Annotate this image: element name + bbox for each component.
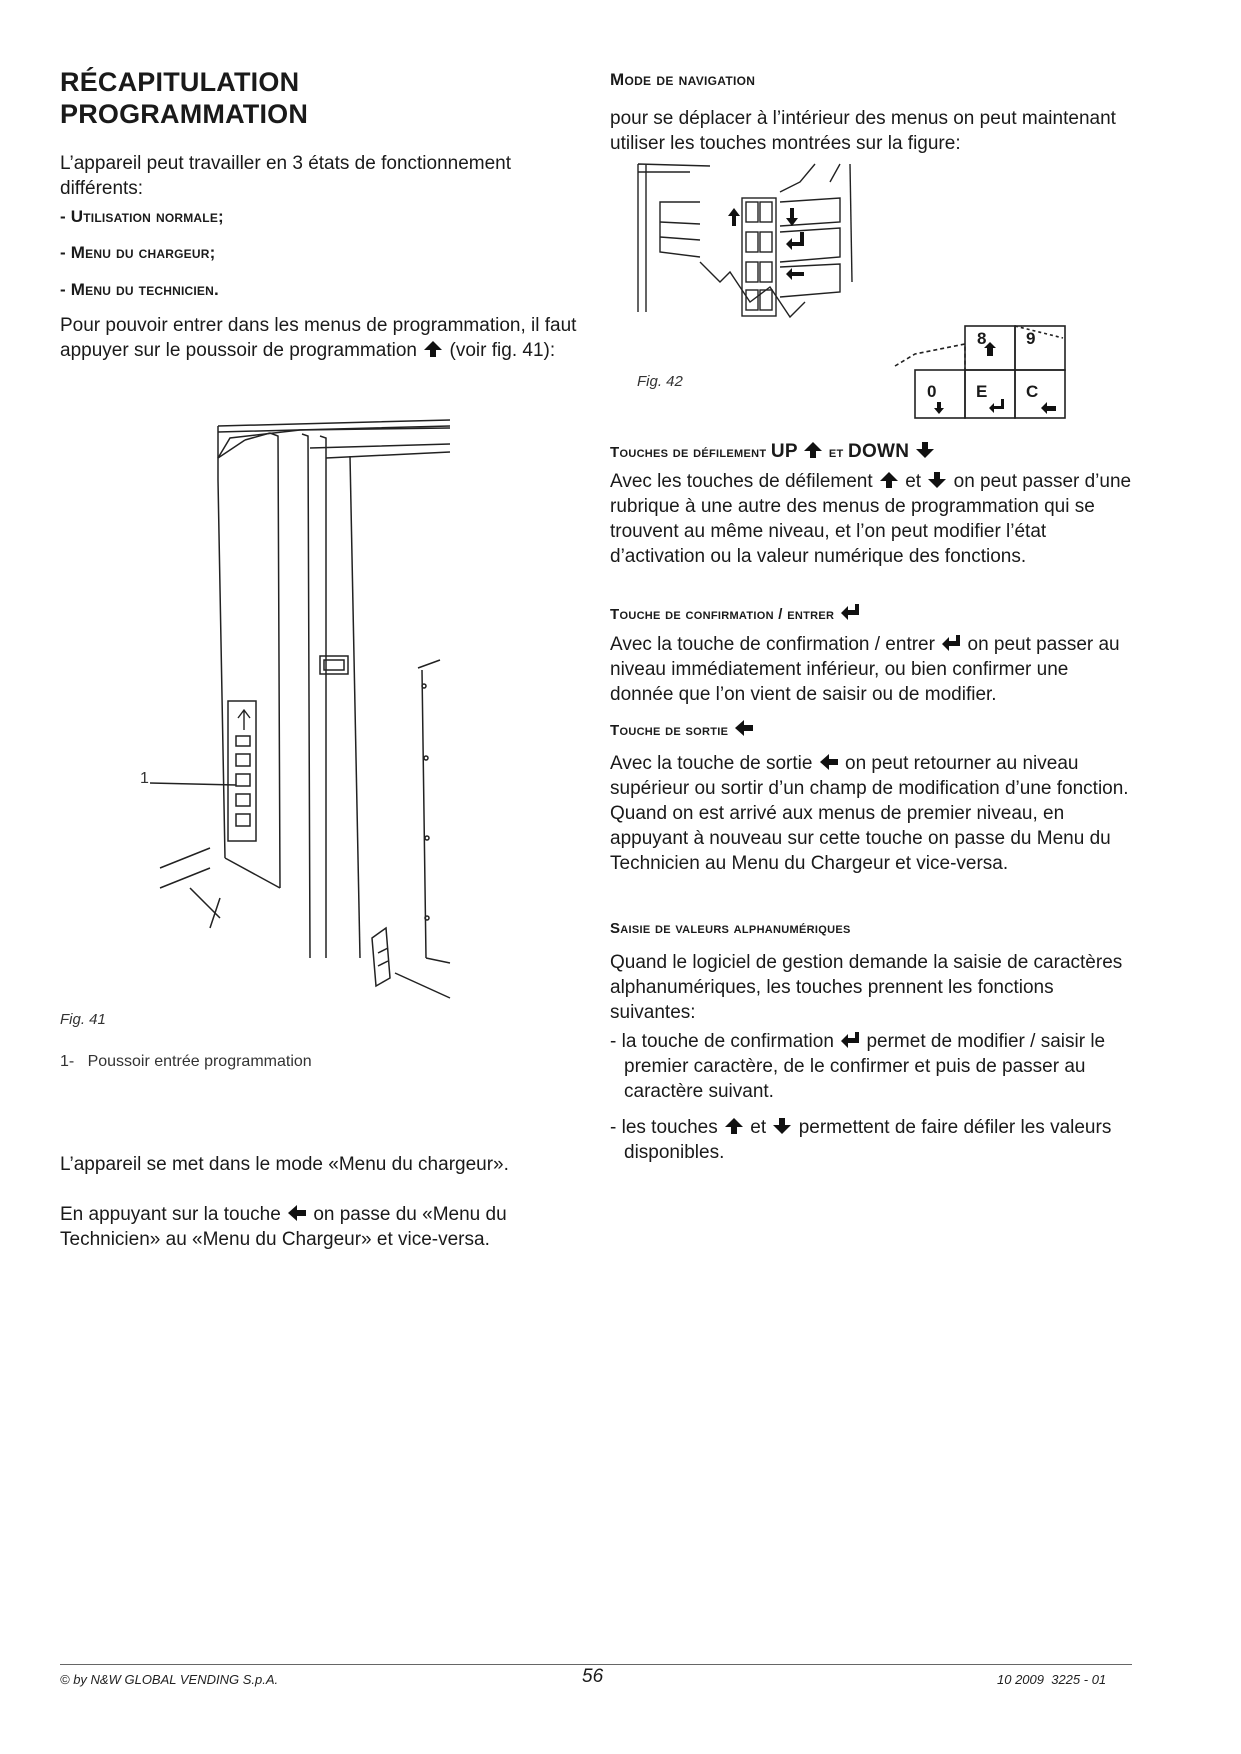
scroll-text-c: on peut passer d’une rubrique à une autre des menus de programmation qui se trouvent au même niveau, et l’on peut modifier l’état d’activation ou la valeur numérique des fonctions. — [610, 471, 1132, 567]
scroll-heading-text: Touches de défilement — [610, 444, 767, 461]
exit-paragraph — [610, 751, 1135, 876]
figure-41-legend: 1- Poussoir entrée programmation — [60, 1053, 312, 1070]
arrow-up-icon — [723, 1116, 745, 1136]
alpha-bullet-scroll — [610, 1115, 1149, 1165]
arrow-down-icon — [914, 440, 936, 460]
page-title — [60, 66, 580, 130]
key-e: E — [976, 382, 988, 401]
bullet1-text-b: permet de modifier / saisir le premier caractère, de le confirmer et puis de passer au caractère suivant. — [624, 1031, 1106, 1102]
scroll-paragraph — [610, 469, 1135, 569]
state-loader-menu: - Menu du chargeur; — [60, 243, 216, 262]
exit-heading-text: Touche de sortie — [610, 722, 729, 739]
arrow-left-icon — [286, 1203, 308, 1223]
exit-text-b: on peut retourner au niveau supérieur ou sortir d’un champ de modification d’une fonction. Quand on est arrivé aux menus de premier niveau, en appuyant à nouveau sur cette touche on passe du Menu du Technicien au Menu du Chargeur et vice-versa. — [610, 753, 1129, 874]
footer-copyright: © by N&W GLOBAL VENDING S.p.A. — [60, 1672, 279, 1687]
footer-rule — [60, 1664, 1132, 1665]
key-0: 0 — [927, 382, 937, 401]
alpha-paragraph: Quand le logiciel de gestion demande la saisie de caractères alphanumériques, les touches prennent les fonctions suivantes: — [610, 952, 1123, 1023]
navigation-heading: Mode de navigation — [610, 70, 756, 89]
arrow-down-icon — [771, 1116, 793, 1136]
confirm-heading-text: Touche de confirmation / entrer — [610, 606, 835, 623]
key-9: 9 — [1026, 329, 1036, 348]
mode-paragraph: L’appareil se met dans le mode «Menu du chargeur». — [60, 1154, 509, 1175]
confirm-paragraph — [610, 632, 1135, 707]
navigation-paragraph: pour se déplacer à l’intérieur des menus on peut maintenant utiliser les touches montrées sur la figure: — [610, 108, 1116, 154]
enter-icon — [839, 1030, 861, 1050]
arrow-left-icon — [818, 752, 840, 772]
scroll-text-a: Avec les touches de défilement — [610, 471, 873, 492]
bullet2-text-c: permettent de faire défiler les valeurs disponibles. — [624, 1117, 1112, 1163]
callout-label: 1 — [140, 770, 149, 787]
instruction-text-a: Pour pouvoir entrer dans les menus de programmation, il faut appuyer sur le poussoir de programmation — [60, 315, 577, 361]
footer-doc-ref: 10 2009 3225 - 01 — [997, 1672, 1107, 1687]
bullet1-text-a: - la touche de confirmation — [610, 1031, 834, 1052]
enter-icon — [839, 602, 861, 622]
page-number: 56 — [582, 1666, 604, 1687]
instruction-paragraph — [60, 313, 580, 363]
confirm-heading — [610, 602, 1140, 623]
scroll-text-b: et — [905, 471, 922, 492]
arrow-left-icon — [733, 718, 755, 738]
figure-42-caption: Fig. 42 — [637, 373, 683, 390]
exit-heading — [610, 718, 1140, 739]
machine-door-figure — [150, 418, 460, 1018]
bullet2-text-b: et — [750, 1117, 767, 1138]
scroll-heading — [610, 440, 1150, 463]
key-c: C — [1026, 382, 1039, 401]
arrow-down-icon — [926, 470, 948, 490]
state-normal-use: - Utilisation normale; — [60, 207, 224, 226]
intro-paragraph: L’appareil peut travailler en 3 états de fonctionnement différents: — [60, 153, 512, 199]
bullet2-text-a: - les touches — [610, 1117, 718, 1138]
alpha-heading: Saisie de valeurs alphanumériques — [610, 920, 851, 937]
state-technician-menu: - Menu du technicien. — [60, 280, 219, 299]
confirm-text-b: on peut passer au niveau immédiatement inférieur, ou bien confirmer une donnée que l’on vient de saisir ou de modifier. — [610, 634, 1120, 705]
title-line-2: PROGRAMMATION — [60, 99, 309, 129]
scroll-down-label: DOWN — [847, 441, 910, 462]
figure-41-caption: Fig. 41 — [60, 1011, 106, 1028]
keypad-closeup-figure — [630, 162, 880, 322]
title-line-1: RÉCAPITULATION — [60, 67, 300, 97]
arrow-up-icon — [802, 440, 824, 460]
arrow-up-icon — [422, 339, 444, 359]
arrow-up-icon — [878, 470, 900, 490]
confirm-text-a: Avec la touche de confirmation / entrer — [610, 634, 935, 655]
scroll-et-label: et — [828, 444, 844, 461]
scroll-up-label: UP — [770, 441, 798, 462]
switch-text-a: En appuyant sur la touche — [60, 1204, 281, 1225]
enter-icon — [940, 633, 962, 653]
instruction-text-b: (voir fig. 41): — [449, 340, 556, 361]
key-8: 8 — [977, 329, 987, 348]
switch-paragraph — [60, 1202, 580, 1252]
exit-text-a: Avec la touche de sortie — [610, 753, 813, 774]
switch-text-b: on passe du «Menu du Technicien» au «Menu du Chargeur» et vice-versa. — [60, 1204, 507, 1250]
alpha-bullet-confirm — [610, 1029, 1149, 1104]
